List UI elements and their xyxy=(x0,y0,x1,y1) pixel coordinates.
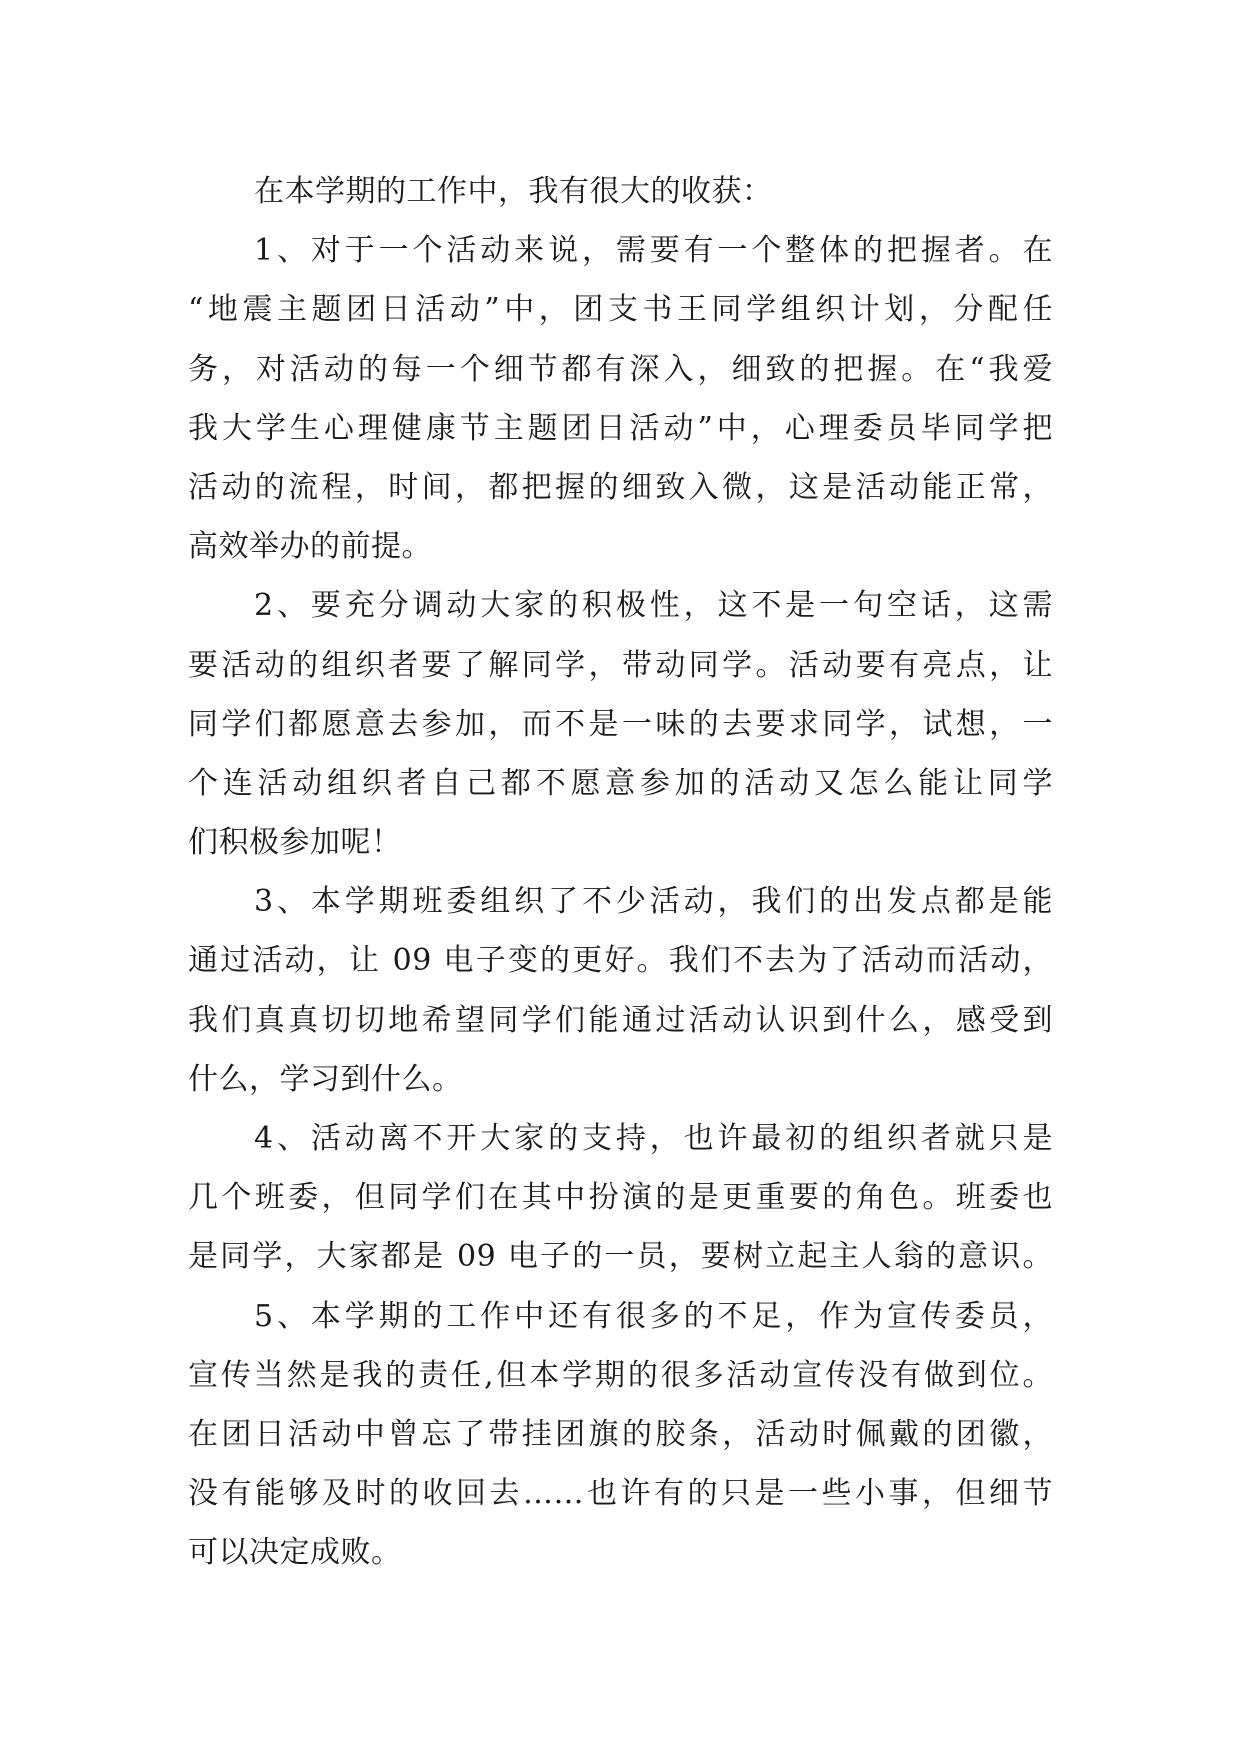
paragraph-2-line: 们积极参加呢！ xyxy=(188,825,402,861)
paragraph-4-line: 是同学，大家都是 09 电子的一员，要树立起主人翁的意识。 xyxy=(188,1239,1053,1275)
paragraph-1-line: 高效举办的前提。 xyxy=(188,529,432,565)
paragraph-1-line: 活动的流程，时间，都把握的细致入微，这是活动能正常， xyxy=(188,469,1053,505)
paragraph-4-line: 几个班委，但同学们在其中扮演的是更重要的角色。班委也 xyxy=(188,1180,1053,1216)
paragraph-5-line: 宣传当然是我的责任,但本学期的很多活动宣传没有做到位。 xyxy=(188,1357,1053,1393)
paragraph-2-line: 个连活动组织者自己都不愿意参加的活动又怎么能让同学 xyxy=(188,765,1053,801)
paragraph-2-line: 同学们都愿意去参加，而不是一味的去要求同学，试想，一 xyxy=(188,706,1053,742)
paragraph-5-line: 没有能够及时的收回去……也许有的只是一些小事，但细节 xyxy=(188,1476,1053,1512)
paragraph-1-line: 务，对活动的每一个细节都有深入，细致的把握。在“我爱 xyxy=(188,351,1053,387)
paragraph-1-line: 1、对于一个活动来说，需要有一个整体的把握者。在 xyxy=(254,233,1053,269)
paragraph-5-line: 可以决定成败。 xyxy=(188,1535,402,1571)
paragraph-3-line: 什么，学习到什么。 xyxy=(188,1061,463,1097)
paragraph-4-line: 4、活动离不开大家的支持，也许最初的组织者就只是 xyxy=(254,1121,1053,1156)
paragraph-intro-line: 在本学期的工作中，我有很大的收获： xyxy=(254,174,773,209)
document-body xyxy=(188,162,1053,1583)
paragraph-3-line: 我们真真切切地希望同学们能通过活动认识到什么，感受到 xyxy=(188,1002,1053,1038)
paragraph-3-line: 3、本学期班委组织了不少活动，我们的出发点都是能 xyxy=(254,884,1053,920)
paragraph-1-line: “地震主题团日活动”中，团支书王同学组织计划，分配任 xyxy=(188,292,1053,328)
paragraph-1-line: 我大学生心理健康节主题团日活动”中，心理委员毕同学把 xyxy=(188,410,1053,446)
paragraph-5-line: 5、本学期的工作中还有很多的不足，作为宣传委员， xyxy=(254,1298,1053,1334)
paragraph-2-line: 要活动的组织者要了解同学，带动同学。活动要有亮点，让 xyxy=(188,647,1053,683)
paragraph-3-line: 通过活动，让 09 电子变的更好。我们不去为了活动而活动， xyxy=(188,943,1053,979)
paragraph-2-line: 2、要充分调动大家的积极性，这不是一句空话，这需 xyxy=(254,588,1053,624)
paragraph-5-line: 在团日活动中曾忘了带挂团旗的胶条，活动时佩戴的团徽， xyxy=(188,1416,1053,1452)
